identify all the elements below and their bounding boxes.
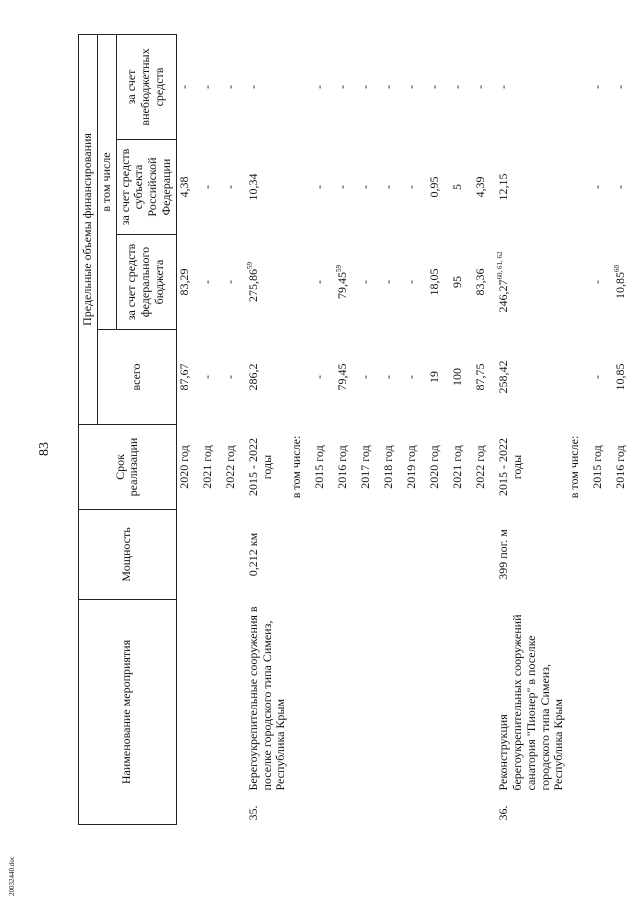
extra-cell [404,34,427,139]
period-cell [590,424,613,509]
federal-cell [381,234,404,329]
regional-cell [613,139,636,234]
extra-cell-text: - [473,84,488,89]
period-cell-text: в том числе: [289,435,304,499]
regional-cell [496,139,567,234]
extra-cell [567,34,590,139]
period-cell-text: 2015 - 2022 годы [496,437,524,496]
header-regional: за счет средств субъекта Российской Федерации [116,139,176,234]
regional-cell [590,139,613,234]
extra-cell [223,34,246,139]
total-cell [381,329,404,424]
measure-name [176,599,200,794]
measure-name [567,599,590,794]
total-cell-text: 258,42 [496,360,511,394]
period-cell-text: 2017 год [358,445,373,489]
period-cell-text: в том числе: [567,435,582,499]
row-number [176,795,200,825]
capacity-cell [200,509,223,599]
header-funding: Предельные объемы финансирования [79,34,98,424]
total-cell [246,329,289,424]
capacity-cell [381,509,404,599]
footer-file-code: 20032440.doc [8,856,16,896]
federal-cell-text: 246,27 [496,279,511,313]
federal-cell-text: - [199,279,214,284]
federal-cell [289,234,312,329]
regional-cell-text: - [335,184,350,189]
header-name: Наименование мероприятия [79,599,177,824]
federal-cell-text: - [222,279,237,284]
extra-cell [289,34,312,139]
capacity-cell [590,509,613,599]
total-cell [590,329,613,424]
extra-cell-text: - [176,84,191,89]
total-cell-text: - [381,374,396,379]
period-cell-text: 2016 год [335,445,350,489]
measure-name [404,599,427,794]
period-cell-text: 2016 год [613,445,628,489]
capacity-cell [613,509,636,599]
regional-cell-text: - [613,184,628,189]
period-cell [312,424,335,509]
federal-cell [358,234,381,329]
table-row [404,34,427,824]
regional-cell [473,139,496,234]
row-number [223,795,246,825]
extra-cell-text: - [358,84,373,89]
header-federal: за счет средств федерального бюджета [116,234,176,329]
period-cell-text: 2018 год [381,445,396,489]
measure-name [200,599,223,794]
total-cell [176,329,200,424]
footnote-ref: 59 [335,264,344,272]
row-number-text: 36. [496,805,511,821]
capacity-cell [312,509,335,599]
regional-cell [450,139,473,234]
regional-cell-text: - [381,184,396,189]
total-cell [473,329,496,424]
extra-cell [450,34,473,139]
period-cell [223,424,246,509]
table-row [246,34,289,824]
total-cell [223,329,246,424]
total-cell-text: 87,75 [473,363,488,391]
total-cell-text: 10,85 [613,363,628,391]
capacity-cell [289,509,312,599]
federal-cell-text: 18,05 [427,268,442,296]
page-number: 83 [37,442,52,456]
extra-cell [200,34,223,139]
federal-cell [246,234,289,329]
federal-cell [427,234,450,329]
regional-cell-text: - [312,184,327,189]
period-cell-text: 2021 год [450,445,465,489]
regional-cell-text: 4,38 [176,176,191,198]
measure-name [450,599,473,794]
capacity-cell [223,509,246,599]
federal-cell-text: - [590,279,605,284]
federal-cell [613,234,636,329]
period-cell-text: 2020 год [427,445,442,489]
federal-cell-text: 10,85 [613,271,628,299]
extra-cell-text: - [590,84,605,89]
extra-cell-text: - [450,84,465,89]
extra-cell-text: - [381,84,396,89]
extra-cell-text: - [245,84,260,89]
total-cell [567,329,590,424]
capacity-cell [176,509,200,599]
period-cell [176,424,200,509]
federal-cell [473,234,496,329]
header-capacity: Мощность [79,509,177,599]
measure-name [381,599,404,794]
regional-cell [312,139,335,234]
row-number [427,795,450,825]
period-cell [567,424,590,509]
regional-cell [381,139,404,234]
table-row [613,34,636,824]
regional-cell-text: - [404,184,419,189]
table-row [590,34,613,824]
table-row [381,34,404,824]
table-header [79,34,177,824]
regional-cell [567,139,590,234]
row-number [246,795,289,825]
table-row [312,34,335,824]
total-cell [450,329,473,424]
federal-cell [590,234,613,329]
capacity-cell [246,509,289,599]
measure-name [613,599,636,794]
regional-cell-text: 10,34 [245,173,260,201]
period-cell [381,424,404,509]
footnote-ref: 59 [245,261,254,269]
total-cell-text: - [358,374,373,379]
row-number [200,795,223,825]
total-cell [613,329,636,424]
period-cell [246,424,289,509]
measure-name [427,599,450,794]
federal-cell [312,234,335,329]
table-body [176,34,636,824]
federal-cell [176,234,200,329]
row-number [335,795,358,825]
row-number [473,795,496,825]
total-cell [200,329,223,424]
row-number [450,795,473,825]
regional-cell [200,139,223,234]
extra-cell [590,34,613,139]
measure-name [312,599,335,794]
extra-cell [358,34,381,139]
footnote-ref: 60, 61, 62 [496,251,505,280]
regional-cell-text: 5 [450,183,465,190]
regional-cell-text: - [199,184,214,189]
period-cell [200,424,223,509]
header-period: Срок реализации [79,424,177,509]
row-number [590,795,613,825]
regional-cell [335,139,358,234]
regional-cell [404,139,427,234]
regional-cell-text: - [222,184,237,189]
period-cell-text: 2015 год [312,445,327,489]
extra-cell-text: - [312,84,327,89]
measure-name [590,599,613,794]
row-number-text: 35. [245,805,260,821]
table-row [427,34,450,824]
federal-cell [223,234,246,329]
federal-cell-text: - [358,279,373,284]
total-cell [289,329,312,424]
regional-cell-text: 0,95 [427,176,442,198]
capacity-cell [496,509,567,599]
regional-cell [289,139,312,234]
table-row [223,34,246,824]
capacity-cell [473,509,496,599]
extra-cell [335,34,358,139]
table-row [450,34,473,824]
regional-cell-text: - [358,184,373,189]
extra-cell-text: - [335,84,350,89]
period-cell [450,424,473,509]
total-cell [427,329,450,424]
table-row [200,34,223,824]
row-number [496,795,567,825]
federal-cell-text: 95 [450,275,465,288]
extra-cell [496,34,567,139]
total-cell-text: 19 [427,370,442,383]
table-row [567,34,590,824]
federal-cell [567,234,590,329]
capacity-cell-text: 0,212 км [245,532,260,577]
measure-name [473,599,496,794]
total-cell [335,329,358,424]
federal-cell [450,234,473,329]
table-row [496,34,567,824]
extra-cell [312,34,335,139]
extra-cell [381,34,404,139]
measure-name [358,599,381,794]
table-row [289,34,312,824]
period-cell [427,424,450,509]
federal-cell [200,234,223,329]
period-cell-text: 2015 год [590,445,605,489]
federal-cell-text: 83,36 [473,268,488,296]
total-cell-text: - [222,374,237,379]
capacity-cell [567,509,590,599]
measure-name [289,599,312,794]
period-cell-text: 2019 год [404,445,419,489]
regional-cell [176,139,200,234]
total-cell [404,329,427,424]
period-cell-text: 2021 год [199,445,214,489]
period-cell [358,424,381,509]
regional-cell-text: 4,39 [473,176,488,198]
extra-cell [613,34,636,139]
period-cell-text: 2022 год [473,445,488,489]
row-number [289,795,312,825]
capacity-cell [335,509,358,599]
total-cell-text: - [312,374,327,379]
regional-cell [246,139,289,234]
extra-cell-text: - [404,84,419,89]
extra-cell-text: - [427,84,442,89]
regional-cell-text: 12,15 [496,173,511,201]
row-number [567,795,590,825]
federal-cell-text: 79,45 [335,271,350,299]
period-cell [496,424,567,509]
total-cell-text: - [199,374,214,379]
period-cell-text: 2020 год [176,445,191,489]
federal-cell-text: 83,29 [176,268,191,296]
extra-cell [473,34,496,139]
measure-name-text: Берегоукрепительные сооружения в поселке городского типа Симеиз, Республика Крым [245,606,288,791]
capacity-cell [358,509,381,599]
federal-cell-text: 275,86 [245,268,260,302]
capacity-cell [427,509,450,599]
period-cell-text: 2015 - 2022 годы [245,437,274,496]
regional-cell [223,139,246,234]
federal-cell [335,234,358,329]
financing-table [78,34,636,825]
measure-name [496,599,567,794]
extra-cell [427,34,450,139]
federal-cell-text: - [404,279,419,284]
total-cell-text: 100 [450,367,465,386]
table-row [473,34,496,824]
row-number [404,795,427,825]
extra-cell [176,34,200,139]
regional-cell [358,139,381,234]
total-cell [496,329,567,424]
extra-cell-text: - [613,84,628,89]
federal-cell [404,234,427,329]
period-cell [289,424,312,509]
extra-cell-text: - [222,84,237,89]
total-cell [358,329,381,424]
extra-cell-text: - [199,84,214,89]
measure-name [246,599,289,794]
total-cell [312,329,335,424]
measure-name [335,599,358,794]
table-row [335,34,358,824]
period-cell [473,424,496,509]
period-cell [613,424,636,509]
period-cell [404,424,427,509]
total-cell-text: 286,2 [245,363,260,391]
row-number [613,795,636,825]
capacity-cell [404,509,427,599]
row-number [312,795,335,825]
federal-cell [496,234,567,329]
total-cell-text: - [590,374,605,379]
capacity-cell-text: 399 пог. м [496,529,511,580]
federal-cell-text: - [312,279,327,284]
total-cell-text: - [404,374,419,379]
measure-name-text: Реконструкция берегоукрепительных сооружений санатория "Пионер" в поселке городского типа Симеиз, Республика Крым [496,614,566,791]
total-cell-text: 87,67 [176,363,191,391]
extra-cell-text: - [496,84,511,89]
capacity-cell [450,509,473,599]
table-row [176,34,200,824]
row-number [358,795,381,825]
table-row [358,34,381,824]
measure-name [223,599,246,794]
footnote-ref: 60 [613,264,622,272]
extra-cell [246,34,289,139]
header-including: в том числе [97,34,116,329]
period-cell-text: 2022 год [222,445,237,489]
rotated-table-container [78,35,628,825]
regional-cell [427,139,450,234]
row-number [381,795,404,825]
header-total: всего [97,329,176,424]
federal-cell-text: - [381,279,396,284]
regional-cell-text: - [590,184,605,189]
period-cell [335,424,358,509]
header-extra: за счет внебюджетных средств [116,34,176,139]
total-cell-text: 79,45 [335,363,350,391]
